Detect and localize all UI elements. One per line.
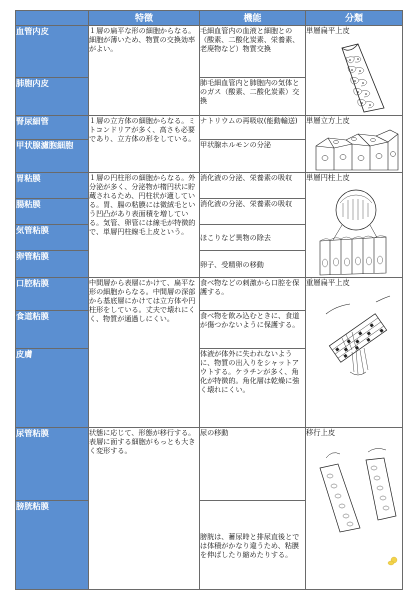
row-name-oviduct: 卵管粘膜 (16, 251, 89, 277)
epithelium-table (15, 10, 403, 590)
row-name-ureter: 尿管粘膜 (16, 428, 89, 501)
squamous-stratified-illustration (306, 278, 402, 428)
function-oral: 食べ物などの刺激から口腔を保護する。 (200, 277, 306, 310)
function-alveolus: 肺毛細血管内と肺胞内の気体とのガス（酸素、二酸化炭素）交換 (200, 77, 306, 115)
class-cuboidal-simple-cell (306, 116, 403, 173)
function-bladder: 膀胱は、蓄尿時と排尿直後とでは体積がかなり違うため、粘膜を伸ばしたり縮めたりする。 (200, 501, 306, 590)
row-name-skin: 皮膚 (16, 349, 89, 428)
row-name-alveolus: 肺胞内皮 (16, 77, 89, 115)
feature-squamous-stratified: 中間層から表層にかけて、扁平な形の細胞からなる。中間層の深部から基底層にかけては立方体や円柱形をしている。丈夫で壊れにくく、物質が通過しにくい。 (89, 277, 200, 428)
class-squamous-simple-cell (306, 26, 403, 116)
epithelium-table-sheet (15, 10, 402, 590)
class-label-cuboidal-simple: 単層立方上皮 (306, 116, 350, 126)
row-name-oral: 口腔粘膜 (16, 277, 89, 310)
row-name-esophagus: 食道粘膜 (16, 311, 89, 349)
header-feature: 特徴 (89, 11, 200, 26)
table-row (16, 116, 403, 140)
header-row (16, 11, 403, 26)
function-ureter: 尿の移動 (200, 428, 306, 501)
feature-cuboidal-simple: １層の立方体の細胞からなる。ミトコンドリアが多く、高さも必要であり、立方体の形をしている。 (89, 116, 200, 173)
transitional-illustration (306, 428, 402, 566)
function-trachea: ほこりなど異物の除去 (200, 225, 306, 251)
function-renal-tubule: ナトリウムの再吸収(能動輸送) (200, 116, 306, 140)
function-blood-vessel: 毛細血管内の血液と細胞との（酸素、二酸化炭素、栄養素、老廃物など）物質交換 (200, 26, 306, 78)
table-row (16, 172, 403, 198)
row-name-bladder: 膀胱粘膜 (16, 501, 89, 590)
feature-columnar-simple: １層の円柱形の細胞からなる。外分泌が多く、分泌物が楕円状に貯蔵されるため、円柱状が適している。胃、腸の粘膜には微絨毛という凹凸があり表面積を増している。気管、卵管には線毛が特徴的で、単層円柱線毛上皮という。 (89, 172, 200, 277)
class-transitional-cell (306, 428, 403, 590)
row-name-stomach: 胃粘膜 (16, 172, 89, 198)
class-label-squamous-simple: 単層扁平上皮 (306, 26, 350, 36)
table-row (16, 428, 403, 501)
class-label-columnar-simple: 単層円柱上皮 (306, 172, 350, 182)
row-name-thyroid: 甲状腺濾胞細胞 (16, 140, 89, 172)
function-intestine: 消化液の分泌、栄養素の吸収 (200, 198, 306, 224)
table-row (16, 277, 403, 310)
function-thyroid: 甲状腺ホルモンの分泌 (200, 140, 306, 172)
class-columnar-simple-cell (306, 172, 403, 277)
table-row (16, 26, 403, 78)
function-skin: 体液が体外に失われないように、物質の出入りをシャットアウトする。ケラチンが多く、角化が特徴的。角化層は乾燥に強く壊れにくい。 (200, 349, 306, 428)
class-squamous-stratified-cell (306, 277, 403, 428)
feature-transitional: 状態に応じて、形態が移行する。表層に面する細胞がもっとも大きく変形する。 (89, 428, 200, 590)
class-label-transitional: 移行上皮 (306, 428, 336, 438)
function-esophagus: 食べ物を飲み込むときに、食道が傷つかないように保護する。 (200, 311, 306, 349)
feature-squamous-simple: １層の扁平な形の細胞からなる。細胞が薄いため、物質の交換効率がよい。 (89, 26, 200, 116)
row-name-renal-tubule: 腎尿細管 (16, 116, 89, 140)
header-classification: 分類 (306, 11, 403, 26)
header-corner (16, 11, 89, 26)
row-name-blood-vessel: 血管内皮 (16, 26, 89, 78)
header-function: 機能 (200, 11, 306, 26)
class-label-squamous-stratified: 重層扁平上皮 (306, 277, 350, 287)
columnar-simple-illustration (306, 173, 402, 279)
chick-icon (388, 557, 397, 565)
squamous-simple-illustration (306, 26, 402, 115)
function-stomach: 消化液の分泌、栄養素の吸収 (200, 172, 306, 198)
row-name-intestine: 腸粘膜 (16, 198, 89, 224)
row-name-trachea: 気管粘膜 (16, 225, 89, 251)
function-oviduct: 卵子、受精卵の移動 (200, 251, 306, 277)
